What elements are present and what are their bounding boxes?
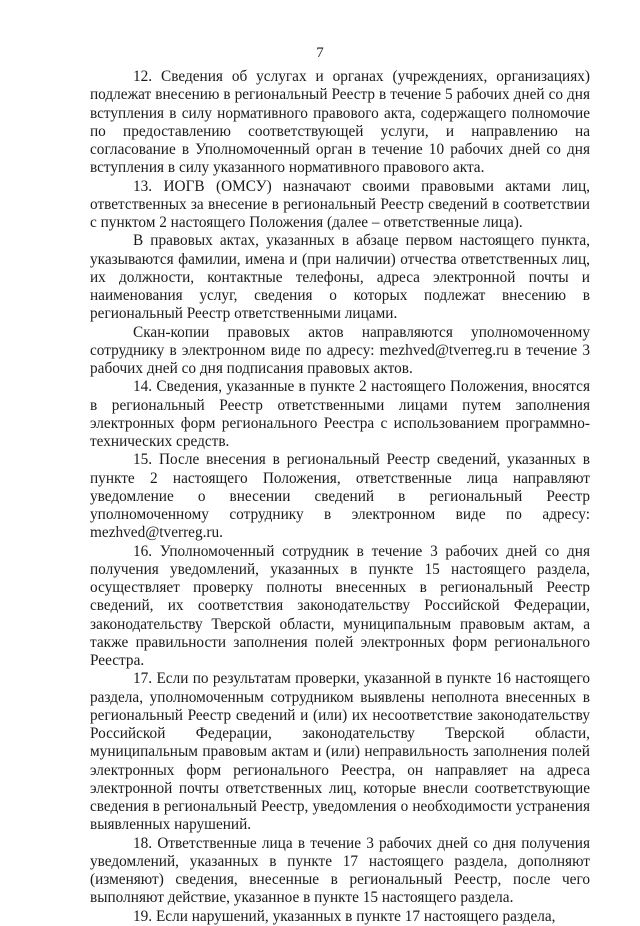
paragraph-13: 13. ИОГВ (ОМСУ) назначают своими правовыми актами лиц, ответственных за внесение в региональный Реестр сведений в соответствии с пунктом 2 настоящего Положения (далее – ответственные лица). — [90, 177, 590, 231]
paragraph-13-legal-acts: В правовых актах, указанных в абзаце первом настоящего пункта, указываются фамилии, имена и (при наличии) отчества ответственных лиц, их должности, контактные телефоны, адреса электронной почты и наименования услуг, сведения о которых подлежат внесению в региональный Реестр ответственными лицами. — [90, 232, 590, 323]
paragraph-17: 17. Если по результатам проверки, указанной в пункте 16 настоящего раздела, уполномоченным сотрудником выявлены неполнота внесенных в региональный Реестр сведений и (или) их несоответствие законодательству Российской Федерации, законодательству Тверской области, муниципальным правовым актам и (или) неправильность заполнения полей электронных форм регионального Реестра, он направляет на адреса электронной почты ответственных лиц, которые внесли соответствующие сведения в региональный Реестр, уведомления о необходимости устранения выявленных нарушений. — [90, 670, 590, 834]
page-number: 7 — [316, 45, 324, 61]
paragraph-18: 18. Ответственные лица в течение 3 рабочих дней со дня получения уведомлений, указанных в пункте 17 настоящего раздела, дополняют (изменяют) сведения, внесенные в региональный Реестр, после чего выполняют действие, указанное в пункте 15 настоящего раздела. — [90, 834, 590, 907]
paragraph-13-scan-copies: Скан-копии правовых актов направляются уполномоченному сотруднику в электронном виде по адресу: mezhved@tverreg.ru в течение 3 рабочих дней со дня подписания правовых актов. — [90, 323, 590, 377]
paragraph-14: 14. Сведения, указанные в пункте 2 настоящего Положения, вносятся в региональный Реестр ответственными лицами путем заполнения электронных форм регионального Реестра с использованием программно-технических средств. — [90, 378, 590, 450]
paragraph-19: 19. Если нарушений, указанных в пункте 17 настоящего раздела, — [133, 907, 556, 925]
paragraph-12: 12. Сведения об услугах и органах (учреждениях, организациях) подлежат внесению в региональный Реестр в течение 5 рабочих дней со дня вступления в силу нормативного правового акта, содержащего полномочие по предоставлению соответствующей услуги, и направлению на согласование в Уполномоченный орган в течение 10 рабочих дней со дня вступления в силу указанного нормативного правового акта. — [90, 68, 590, 177]
paragraph-16: 16. Уполномоченный сотрудник в течение 3 рабочих дней со дня получения уведомлений, указанных в пункте 15 настоящего раздела, осуществляет проверку полноты внесенных в региональный Реестр сведений, их соответствия законодательству Российской Федерации, законодательству Тверской области, муниципальным правовым актам, а также правильности заполнения полей электронных форм регионального Реестра. — [90, 542, 590, 669]
document-body — [90, 68, 590, 926]
paragraph-15: 15. После внесения в региональный Реестр сведений, указанных в пункте 2 настоящего Положения, ответственные лица направляют уведомление о внесении сведений в региональный Реестр уполномоченному сотруднику в электронном виде по адресу: mezhved@tverreg.ru. — [90, 451, 590, 542]
